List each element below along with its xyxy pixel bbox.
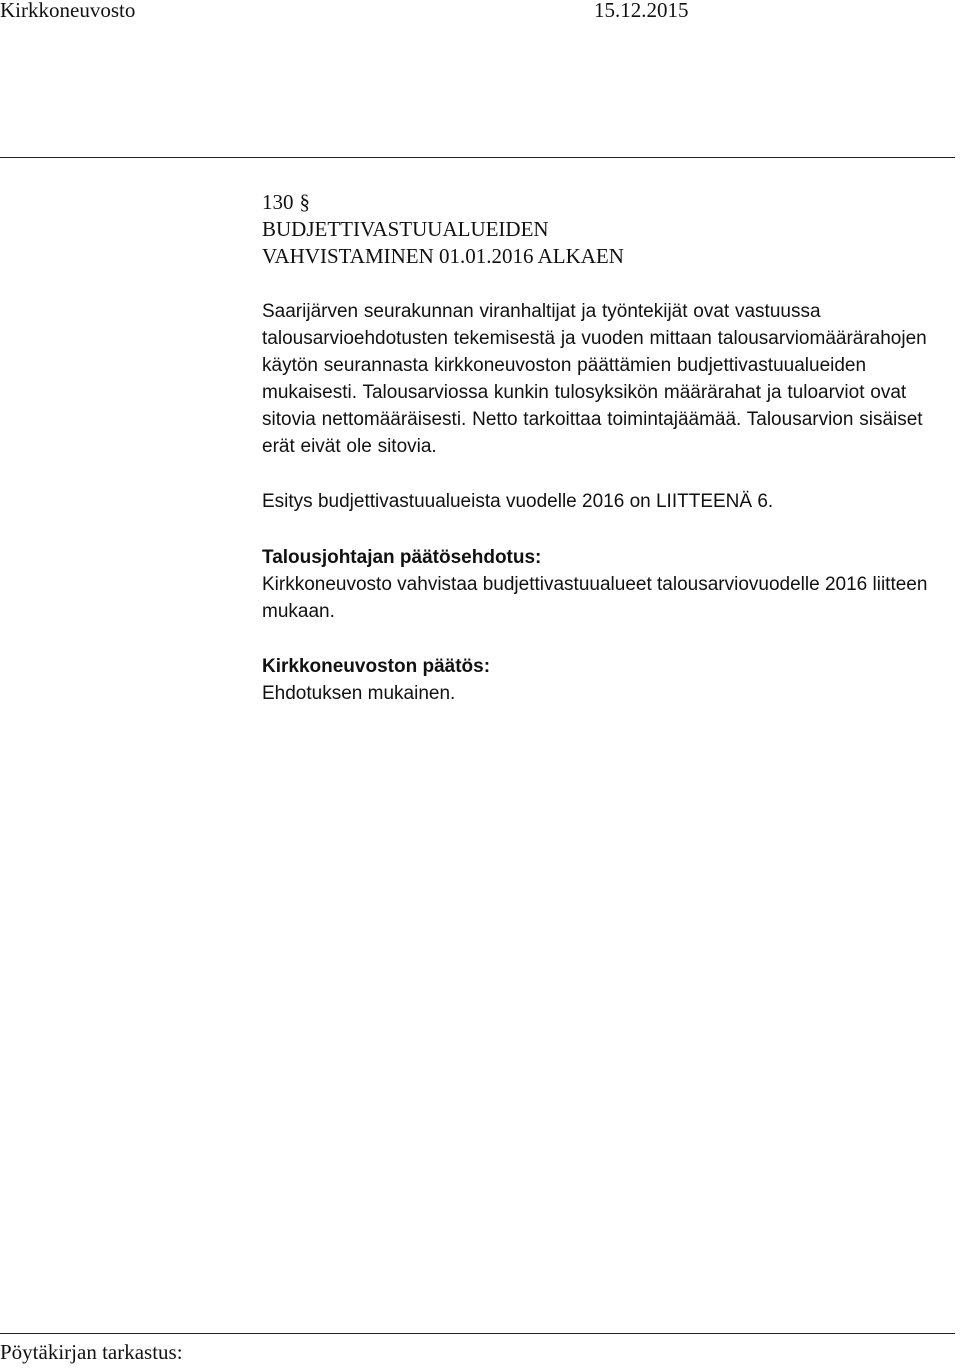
main-paragraph: Saarijärven seurakunnan viranhaltijat ja työntekijät ovat vastuussa talousarvioehdotusten tekemisestä ja vuoden mittaan talousarviomäärärahojen käytön seurannasta kirkkoneuvoston päättämien budjettivastuualueiden mukaisesti. Talousarviossa kunkin tulosyksikön määrärahat ja tuloarviot ovat sitovia nettomääräisesti. Netto tarkoittaa toimintajäämää. Talousarvion sisäiset erät eivät ole sitovia. <box>262 301 927 457</box>
header-organization: Kirkkoneuvosto <box>0 0 136 22</box>
proposal-heading: Talousjohtajan päätösehdotus: <box>262 547 542 568</box>
footer-review-label: Pöytäkirjan tarkastus: <box>0 1340 183 1364</box>
document-body <box>262 189 956 707</box>
section-number: 130 <box>262 190 294 214</box>
attachment-note: Esitys budjettivastuualueista vuodelle 2016 on LIITTEENÄ 6. <box>262 491 774 512</box>
header-date: 15.12.2015 <box>594 0 689 22</box>
footer-divider <box>0 1333 955 1334</box>
decision-text: Ehdotuksen mukainen. <box>262 683 456 704</box>
section-heading <box>262 189 956 270</box>
section-number-line <box>262 189 956 216</box>
proposal-text: Kirkkoneuvosto vahvistaa budjettivastuualueet talousarviovuodelle 2016 liitteen mukaan. <box>262 574 928 622</box>
section-title: BUDJETTIVASTUUALUEIDEN VAHVISTAMINEN 01.01.2016 ALKAEN <box>262 217 624 268</box>
header-divider <box>0 157 955 158</box>
decision-heading: Kirkkoneuvoston päätös: <box>262 656 491 677</box>
section-sign: § <box>299 190 310 214</box>
